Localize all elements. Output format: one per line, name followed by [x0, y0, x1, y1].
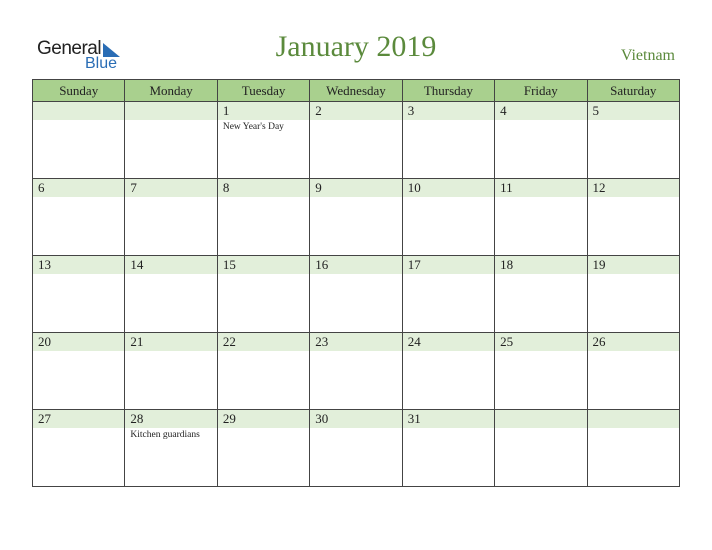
day-cell [402, 179, 494, 256]
day-number: 7 [125, 179, 216, 197]
day-number: 3 [403, 102, 494, 120]
day-number: 18 [495, 256, 586, 274]
day-number: 6 [33, 179, 124, 197]
day-cell [33, 333, 125, 410]
weekday-header: Monday [125, 80, 217, 102]
week-row [33, 256, 680, 333]
day-number: 13 [33, 256, 124, 274]
day-number: 17 [403, 256, 494, 274]
day-cell [402, 410, 494, 487]
day-cell [587, 333, 679, 410]
day-cell [402, 333, 494, 410]
day-number: 22 [218, 333, 309, 351]
day-number: 27 [33, 410, 124, 428]
day-number: 29 [218, 410, 309, 428]
day-cell [217, 256, 309, 333]
day-cell [310, 179, 402, 256]
day-number: 30 [310, 410, 401, 428]
weekday-header: Friday [495, 80, 587, 102]
day-cell [310, 102, 402, 179]
day-number: 24 [403, 333, 494, 351]
week-row [33, 102, 680, 179]
day-cell [587, 410, 679, 487]
day-number: 19 [588, 256, 679, 274]
day-number [495, 410, 586, 428]
day-cell [125, 179, 217, 256]
day-cell [33, 256, 125, 333]
day-number: 8 [218, 179, 309, 197]
day-number: 23 [310, 333, 401, 351]
day-number: 9 [310, 179, 401, 197]
logo-blue-text: Blue [85, 55, 118, 72]
day-cell [402, 102, 494, 179]
day-cell [495, 333, 587, 410]
day-cell [33, 179, 125, 256]
day-number: 5 [588, 102, 679, 120]
day-cell [33, 102, 125, 179]
day-cell [217, 179, 309, 256]
holiday-label: New Year's Day [222, 122, 284, 132]
day-number [33, 102, 124, 120]
holiday-label: Kitchen guardians [130, 430, 200, 440]
day-cell [125, 102, 217, 179]
weekday-header: Sunday [33, 80, 125, 102]
day-cell [495, 102, 587, 179]
day-cell [217, 333, 309, 410]
calendar-title: January 2019 [275, 30, 437, 63]
day-cell [310, 410, 402, 487]
weekday-header: Saturday [587, 80, 679, 102]
weekday-header-row [33, 80, 680, 102]
day-number: 1 [218, 102, 309, 120]
day-number: 26 [588, 333, 679, 351]
day-cell [495, 256, 587, 333]
day-cell [495, 179, 587, 256]
week-row [33, 410, 680, 487]
day-cell [587, 256, 679, 333]
day-cell [33, 410, 125, 487]
calendar-grid [32, 79, 680, 487]
day-cell [587, 102, 679, 179]
week-row [33, 179, 680, 256]
day-number: 14 [125, 256, 216, 274]
day-cell [495, 410, 587, 487]
day-number: 20 [33, 333, 124, 351]
day-number: 31 [403, 410, 494, 428]
day-number: 11 [495, 179, 586, 197]
day-number [125, 102, 216, 120]
day-number: 2 [310, 102, 401, 120]
weekday-header: Thursday [402, 80, 494, 102]
day-cell [587, 179, 679, 256]
day-number: 21 [125, 333, 216, 351]
day-cell [217, 410, 309, 487]
day-cell [310, 333, 402, 410]
day-number: 12 [588, 179, 679, 197]
day-number: 16 [310, 256, 401, 274]
day-number: 10 [403, 179, 494, 197]
day-number: 4 [495, 102, 586, 120]
day-cell [125, 256, 217, 333]
day-number: 28 [125, 410, 216, 428]
weekday-header: Tuesday [217, 80, 309, 102]
weekday-header: Wednesday [310, 80, 402, 102]
country-label: Vietnam [620, 47, 675, 64]
day-cell [402, 256, 494, 333]
day-cell [310, 256, 402, 333]
day-number: 25 [495, 333, 586, 351]
day-cell [125, 410, 217, 487]
day-number: 15 [218, 256, 309, 274]
day-cell [217, 102, 309, 179]
day-cell [125, 333, 217, 410]
week-row [33, 333, 680, 410]
logo-general-text: General [37, 38, 102, 59]
day-number [588, 410, 679, 428]
